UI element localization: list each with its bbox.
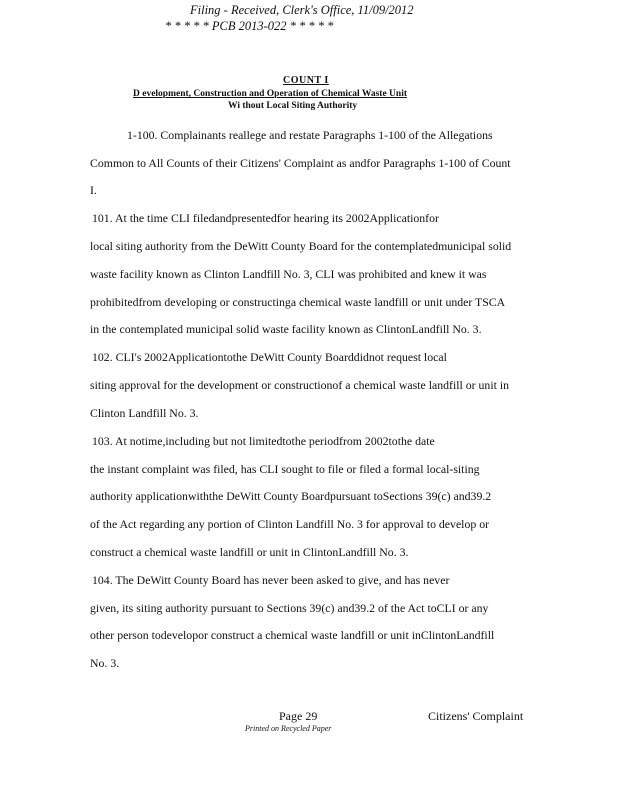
count-title: COUNT I	[283, 75, 329, 86]
body-line: 103. At notime,including but not limitedtothe periodfrom 2002tothe date	[92, 434, 435, 448]
body-line: given, its siting authority pursuant to Sections 39(c) and39.2 of the Act toCLI or any	[90, 601, 489, 615]
body-line: the instant complaint was filed, has CLI sought to file or filed a formal local-siting	[90, 462, 480, 476]
body-line: waste facility known as Clinton Landfill No. 3, CLI was prohibited and knew it was	[90, 267, 487, 281]
filing-header: Filing - Received, Clerk's Office, 11/09/2012	[190, 3, 414, 17]
body-line: 102. CLI's 2002Applicationtothe DeWitt County Boarddidnot request local	[92, 350, 447, 364]
body-line: other person todevelopor construct a chemical waste landfill or unit inClintonLandfill	[90, 628, 495, 642]
body-line: in the contemplated municipal solid waste facility known as ClintonLandfill No. 3.	[90, 322, 482, 336]
body-line: Common to All Counts of their Citizens' Complaint as andfor Paragraphs 1-100 of Count	[90, 156, 511, 170]
document-title: Citizens' Complaint	[428, 709, 524, 723]
body-line: 101. At the time CLI filedandpresentedfor hearing its 2002Applicationfor	[92, 211, 439, 225]
pcb-header: * * * * * PCB 2013-022 * * * * *	[165, 19, 334, 33]
body-line: local siting authority from the DeWitt County Board for the contemplatedmunicipal solid	[90, 239, 512, 253]
count-subtitle-line1: D evelopment, Construction and Operation of Chemical Waste Unit	[133, 89, 407, 99]
page-number: Page 29	[279, 709, 318, 723]
body-line: 1-100. Complainants reallege and restate Paragraphs 1-100 of the Allegations	[127, 128, 493, 142]
body-line: prohibitedfrom developing or constructinga chemical waste landfill or unit under TSCA	[90, 295, 506, 309]
body-line: I.	[90, 183, 97, 197]
body-line: Clinton Landfill No. 3.	[90, 406, 199, 420]
body-line: 104. The DeWitt County Board has never been asked to give, and has never	[92, 573, 450, 587]
body-line: No. 3.	[90, 656, 120, 670]
printed-on-recycled-paper: Printed on Recycled Paper	[245, 724, 332, 733]
body-line: construct a chemical waste landfill or unit in ClintonLandfill No. 3.	[90, 545, 409, 559]
count-subtitle-line2: Wi thout Local Siting Authority	[228, 101, 358, 111]
body-line: authority applicationwiththe DeWitt County Boardpursuant toSections 39(c) and39.2	[90, 489, 492, 503]
body-line: of the Act regarding any portion of Clinton Landfill No. 3 for approval to develop or	[90, 517, 490, 531]
body-line: siting approval for the development or constructionof a chemical waste landfill or unit in	[90, 378, 509, 392]
